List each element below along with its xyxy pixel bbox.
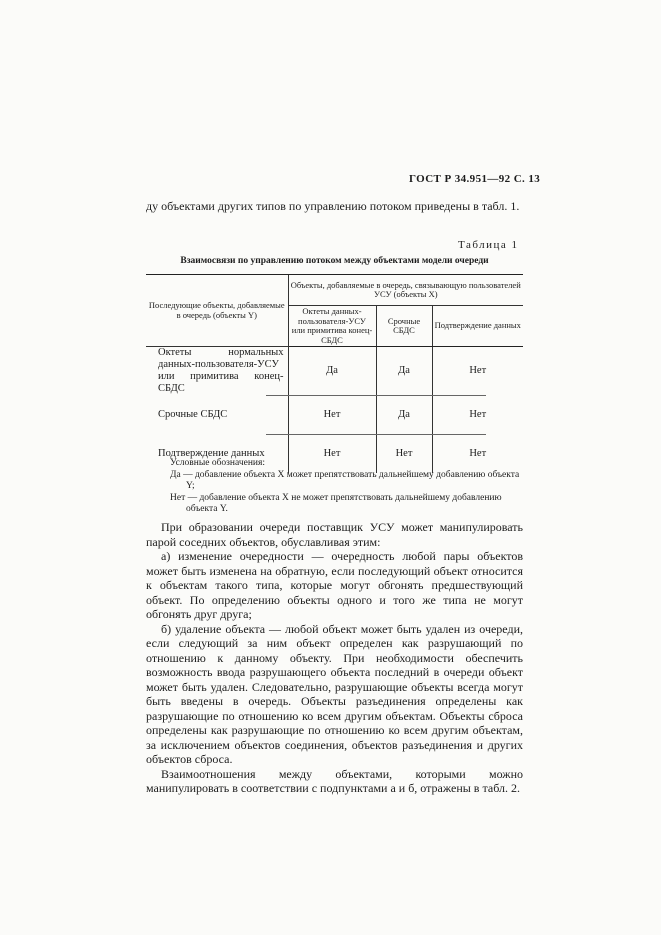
table-cell: Нет <box>288 396 376 434</box>
legend-item-no: Нет — добавление объекта X не может препятствовать дальнейшему добавлению объекта Y. <box>170 492 502 514</box>
table-cell: Да <box>288 347 376 396</box>
group-header: Объекты, добавляемые в очередь, связывающую пользователей УСУ (объекты X) <box>288 275 523 306</box>
table-row <box>146 396 523 434</box>
table-cell: Да <box>376 396 432 434</box>
paragraph: а) изменение очередности — очередность любой пары объектов может быть изменена на обратную, если последующий объект относится к объектам такого типа, которые могут обгонять предшествующий объект. По определению объекты одного и того же типа не могут обгонять друг друга; <box>146 549 523 621</box>
paragraph: При образовании очереди поставщик УСУ может манипулировать парой соседних объектов, обуславливая этим: <box>146 520 523 549</box>
paragraph: Взаимоотношения между объектами, которыми можно манипулировать в соответствии с подпунктами а и б, отражены в табл. 2. <box>146 766 523 795</box>
table-header-row <box>146 275 523 306</box>
row-label: Подтверждение данных <box>158 448 265 459</box>
column-header: Подтверждение данных <box>432 306 523 347</box>
table-cell: Нет <box>432 347 523 396</box>
page-header: ГОСТ Р 34.951—92 С. 13 <box>409 173 541 185</box>
intro-paragraph: ду объектами других типов по управлению потоком приведены в табл. 1. <box>146 199 520 213</box>
table-title: Взаимосвязи по управлению потоком между объектами модели очереди <box>180 256 489 266</box>
flow-control-table <box>146 274 523 473</box>
table-label: Таблица 1 <box>458 239 519 251</box>
table-cell: Нет <box>288 435 376 473</box>
legend-title: Условные обозначения: <box>170 458 266 468</box>
table-cell: Нет <box>376 435 432 473</box>
column-header: Октеты данных-пользователя-УСУ или примитива конец-СБДС <box>288 306 376 347</box>
legend <box>170 458 523 516</box>
table-row <box>146 347 523 396</box>
legend-item-yes: Да — добавление объекта X может препятствовать дальнейшему добавлению объекта Y; <box>170 469 520 491</box>
body-text <box>146 520 523 796</box>
paragraph: б) удаление объекта — любой объект может быть удален из очереди, если следующий за ним объект определен как разрушающий по отношению к данному объекту. При необходимости обеспечить возможность ввода разрушающего объекта последний в очереди объект может быть удален. Следовательно, разрушающие объекты всегда могут быть введены в очередь. Объекты разъединения определены как разрушающие по отношению ко всем другим объектам. Объекты сброса определены как разрушающие по отношению ко всем другим объектам, за исключением объектов соединения, объектов разъединения и других объектов сброса. <box>146 621 523 766</box>
table-cell: Нет <box>432 396 523 434</box>
table-cell: Да <box>376 347 432 396</box>
column-header: Срочные СБДС <box>376 306 432 347</box>
row-label: Октеты нормальных данных-пользователя-УСУ или примитива конец-СБДС <box>158 347 284 394</box>
row-label: Срочные СБДС <box>158 409 228 420</box>
stub-header: Последующие объекты, добавляемые в очередь (объекты Y) <box>146 275 288 347</box>
table-cell: Нет <box>432 435 523 473</box>
